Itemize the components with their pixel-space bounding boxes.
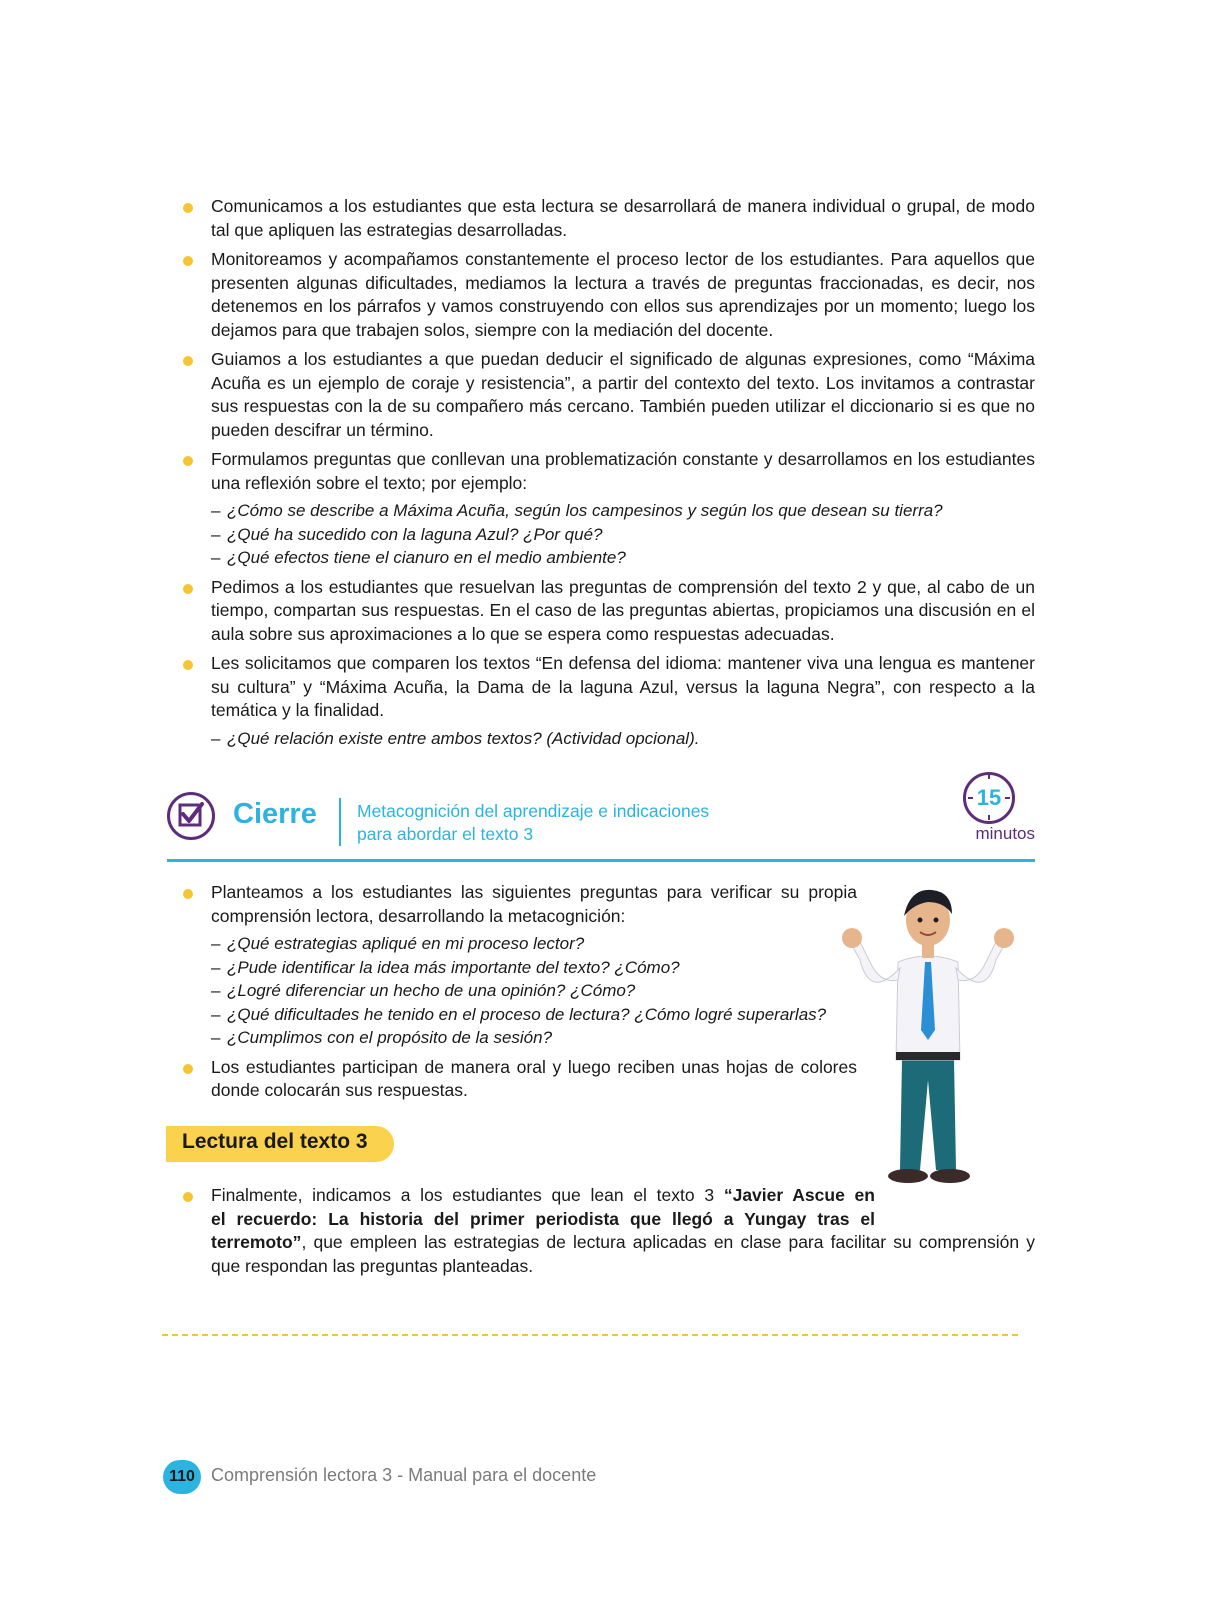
dash-marker: – (211, 981, 221, 1000)
question-list (211, 727, 1035, 751)
list-item (167, 348, 1035, 442)
bullet-dot-icon (183, 584, 193, 594)
list-item-text: Monitoreamos y acompañamos constantemente el proceso lector de los estudiantes. Para aquellos que presenten algunas dificultades, mediamos la lectura a través de preguntas fraccionadas, es decir, nos detenemos en los párrafos y vamos construyendo con ellos sus aprendizajes por un momento; luego los dejamos para que trabajen solos, siempre con la mediación del docente. (211, 249, 1035, 340)
lectura-paragraph (167, 1184, 1035, 1278)
list-item-text: Planteamos a los estudiantes las siguientes preguntas para verificar su propia comprensión lectora, desarrollando la metacognición: (211, 882, 857, 926)
section-divider (162, 1334, 1018, 1336)
bullet-dot-icon (183, 1064, 193, 1074)
question-item (211, 1003, 857, 1027)
cierre-subtitle-line-1: Metacognición del aprendizaje e indicaciones (357, 801, 710, 821)
list-item-text: Formulamos preguntas que conllevan una problematización constante y desarrollamos en los estudiantes una reflexión sobre el texto; por ejemplo: (211, 449, 1035, 493)
question-item (211, 956, 857, 980)
list-item (167, 248, 1035, 342)
dash-marker: – (211, 957, 221, 977)
question-text: ¿Pude identificar la idea más importante del texto? ¿Cómo? (227, 957, 680, 977)
question-item (211, 523, 1035, 547)
dash-marker: – (211, 1004, 221, 1024)
dash-marker: – (211, 728, 221, 748)
dash-marker: – (211, 548, 221, 567)
list-item (167, 1184, 1035, 1278)
lectura-badge-label: Lectura del texto 3 (182, 1130, 368, 1153)
question-list (211, 499, 1035, 570)
development-activities-list (167, 195, 1035, 756)
list-item-text: Los estudiantes participan de manera oral y luego reciben unas hojas de colores donde colocarán sus respuestas. (211, 1056, 857, 1100)
question-list (211, 932, 857, 1050)
question-text: ¿Cumplimos con el propósito de la sesión? (227, 1028, 553, 1047)
dash-marker: – (211, 1028, 221, 1047)
teacher-illustration (840, 880, 1020, 1195)
question-text: ¿Qué estrategias apliqué en mi proceso lector? (227, 934, 585, 953)
bullet-dot-icon (183, 203, 193, 213)
lectura-line-2: el recuerdo: La historia del primer periodista que llegó a Yungay tras el (211, 1208, 875, 1229)
stopwatch-icon (963, 772, 1015, 824)
list-item (167, 881, 857, 1050)
question-item (211, 546, 1035, 570)
dash-marker: – (211, 524, 221, 544)
question-item (211, 727, 1035, 751)
timer-unit: minutos (975, 824, 1035, 843)
bullet-dot-icon (183, 889, 193, 899)
question-text: ¿Logré diferenciar un hecho de una opinión? ¿Cómo? (227, 981, 636, 1000)
lectura-line-3: terremoto”, que empleen las estrategias de lectura aplicadas en clase para facilitar su comprensión y (211, 1232, 1035, 1252)
question-item (211, 1026, 857, 1050)
lectura-line-4: que respondan las preguntas planteadas. (211, 1255, 534, 1276)
question-item (211, 979, 857, 1003)
page-number-badge: 110 (163, 1460, 201, 1494)
question-text: ¿Qué efectos tiene el cianuro en el medio ambiente? (227, 548, 626, 567)
cierre-subtitle (357, 800, 709, 846)
bullet-dot-icon (183, 456, 193, 466)
question-text: ¿Qué dificultades he tenido en el proceso de lectura? ¿Cómo logré superarlas? (227, 1004, 827, 1024)
question-text: ¿Qué ha sucedido con la laguna Azul? ¿Por qué? (227, 524, 603, 544)
question-text: ¿Cómo se describe a Máxima Acuña, según los campesinos y según los que desean su tierra? (227, 501, 943, 520)
list-item-text: Comunicamos a los estudiantes que esta lectura se desarrollará de manera individual o grupal, de modo tal que apliquen las estrategias desarrolladas. (211, 196, 1035, 240)
header-underline (167, 859, 1035, 862)
footer-title: Comprensión lectora 3 - Manual para el docente (211, 1465, 597, 1485)
list-item (167, 195, 1035, 242)
list-item-text: Pedimos a los estudiantes que resuelvan las preguntas de comprensión del texto 2 y que, al cabo de un tiempo, compartan sus respuestas. En el caso de las preguntas abiertas, propiciamos una discusión en el aula sobre sus aproximaciones a lo que se espera como respuestas adecuadas. (211, 576, 1035, 644)
list-item-text: Les solicitamos que comparen los textos “En defensa del idioma: mantener viva una lengua es mantener su cultura” y “Máxima Acuña, la Dama de la laguna Azul, versus la laguna Negra”, con respecto a la temática y la finalidad. (211, 653, 1035, 720)
lectura-line-1: Finalmente, indicamos a los estudiantes que lean el texto 3 “Javier Ascue en (211, 1185, 875, 1205)
timer-value: 15 (976, 785, 1002, 810)
bullet-dot-icon (183, 1192, 193, 1202)
cierre-activities-list (167, 881, 857, 1109)
bullet-dot-icon (183, 660, 193, 670)
lectura-section-badge (166, 1126, 394, 1162)
list-item (167, 448, 1035, 570)
bullet-dot-icon (183, 256, 193, 266)
cierre-title: Cierre (233, 798, 317, 830)
bullet-dot-icon (183, 356, 193, 366)
question-item (211, 499, 1035, 523)
header-divider (339, 798, 341, 846)
cierre-subtitle-line-2: para abordar el texto 3 (357, 824, 534, 844)
checkbox-check-icon (167, 792, 215, 840)
list-item-text: Guiamos a los estudiantes a que puedan deducir el significado de algunas expresiones, como “Máxima Acuña es un ejemplo de coraje y resistencia”, a partir del contexto del texto. Los invitamos a contrastar sus respuestas con la de su compañero más cercano. También pueden utilizar el diccionario si es que no pueden descifrar un término. (211, 349, 1035, 440)
question-item (211, 932, 857, 956)
dash-marker: – (211, 501, 221, 520)
cierre-section-header (167, 776, 1035, 862)
list-item (167, 1056, 857, 1103)
question-text: ¿Qué relación existe entre ambos textos? (Actividad opcional). (227, 728, 700, 748)
list-item (167, 576, 1035, 647)
list-item (167, 652, 1035, 750)
dash-marker: – (211, 934, 221, 953)
